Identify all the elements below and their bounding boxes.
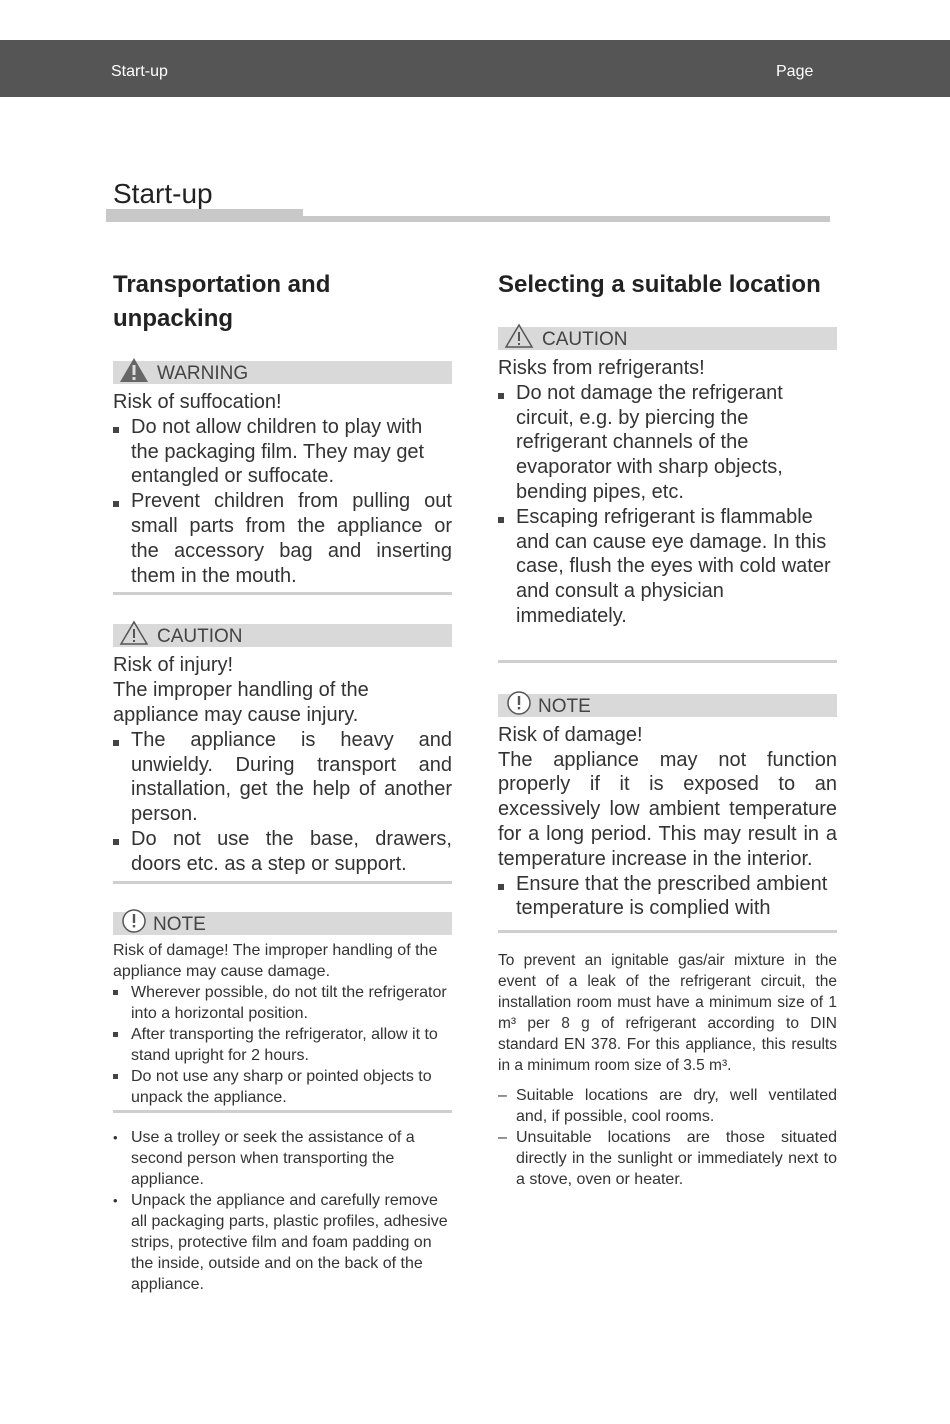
caution-triangle-icon bbox=[504, 323, 534, 349]
section-heading-location: Selecting a suitable location bbox=[498, 271, 821, 298]
list-item: After transporting the refrigerator, allow it to stand upright for 2 hours. bbox=[113, 1024, 452, 1066]
page-header bbox=[0, 40, 950, 97]
exclamation-circle-icon bbox=[119, 908, 149, 934]
list-item: Escaping refrigerant is flammable and can cause eye damage. In this case, flush the eyes with cold water and consult a physician immediately. bbox=[498, 505, 837, 629]
note-text: Risk of damage! The improper handling of the appliance may cause damage. bbox=[113, 941, 438, 980]
right-column bbox=[498, 268, 837, 1190]
page-title: Start-up bbox=[113, 178, 213, 209]
caution-text: The improper handling of the appliance may cause injury. bbox=[113, 679, 369, 726]
left-column bbox=[113, 268, 452, 1295]
instruction-list bbox=[113, 1127, 452, 1295]
caution-box bbox=[113, 624, 452, 883]
note-label: NOTE bbox=[538, 695, 591, 717]
list-item: Ensure that the prescribed ambient temperature is complied with bbox=[498, 872, 837, 922]
note-text: The appliance may not function properly if it is exposed to an excessively low ambient temperature for a long period. This may result in a temperature increase in the interior. bbox=[498, 748, 837, 870]
caution-lead: Risk of injury! bbox=[113, 654, 234, 677]
note-box bbox=[498, 694, 837, 933]
note-label: NOTE bbox=[153, 913, 206, 935]
list-item: Wherever possible, do not tilt the refrigerator into a horizontal position. bbox=[113, 982, 452, 1024]
location-list bbox=[498, 1085, 837, 1190]
list-item: Prevent children from pulling out small parts from the appliance or the accessory bag and inserting them in the mouth. bbox=[113, 489, 452, 588]
title-underline bbox=[106, 209, 830, 222]
warning-box bbox=[113, 361, 452, 595]
section-heading-transport: Transportation and unpacking bbox=[113, 271, 331, 332]
list-item: Do not allow children to play with the packaging film. They may get entangled or suffocate. bbox=[113, 415, 452, 489]
caution-box bbox=[498, 327, 837, 663]
caution-label: CAUTION bbox=[542, 329, 628, 350]
exclamation-circle-icon bbox=[504, 690, 534, 716]
warning-lead: Risk of suffocation! bbox=[113, 391, 282, 413]
header-page-label: Page bbox=[776, 63, 814, 80]
room-size-paragraph: To prevent an ignitable gas/air mixture in the event of a leak of the refrigerant circuit, the installation room must have a minimum size of 1 m³ per 8 g of refrigerant according to DIN standard EN 378. For this appliance, this results in a minimum room size of 3.5 m³. bbox=[498, 952, 837, 1075]
list-item: • Unpack the appliance and carefully remove all packaging parts, plastic profiles, adhesive strips, protective film and foam padding on the inside, outside and on the back of the appliance. bbox=[113, 1190, 452, 1295]
note-lead: Risk of damage! bbox=[498, 723, 643, 746]
caution-triangle-icon bbox=[119, 620, 149, 646]
caution-label: CAUTION bbox=[157, 626, 243, 648]
list-item: – Unsuitable locations are those situated directly in the sunlight or immediately next to a stove, oven or heater. bbox=[498, 1127, 837, 1190]
list-item: Do not damage the refrigerant circuit, e.g. by piercing the refrigerant channels of the evaporator with sharp objects, bending pipes, etc. bbox=[498, 381, 837, 505]
list-item: Do not use the base, drawers, doors etc. as a step or support. bbox=[113, 827, 452, 877]
warning-label: WARNING bbox=[157, 363, 249, 384]
list-item: Do not use any sharp or pointed objects to unpack the appliance. bbox=[113, 1066, 452, 1108]
list-item: – Suitable locations are dry, well ventilated and, if possible, cool rooms. bbox=[498, 1085, 837, 1127]
warning-triangle-icon bbox=[119, 357, 149, 383]
list-item: The appliance is heavy and unwieldy. During transport and installation, get the help of another person. bbox=[113, 728, 452, 827]
header-section-title: Start-up bbox=[111, 63, 168, 80]
caution-lead: Risks from refrigerants! bbox=[498, 357, 705, 379]
note-box bbox=[113, 912, 452, 1113]
list-item: • Use a trolley or seek the assistance of a second person when transporting the appliance. bbox=[113, 1127, 452, 1190]
